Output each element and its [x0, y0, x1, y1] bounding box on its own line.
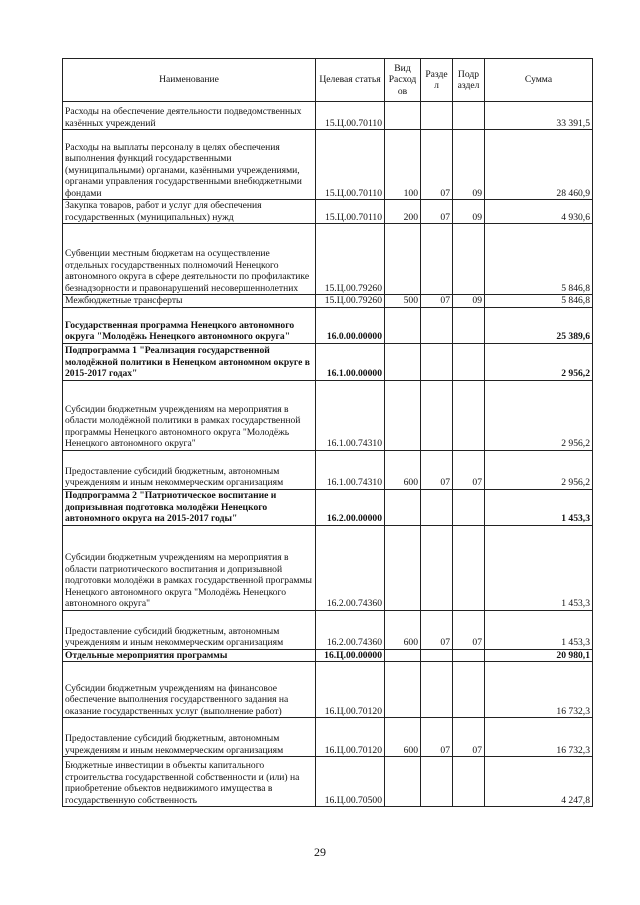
row-name: Расходы на выплаты персоналу в целях обеспечения выполнения функций государственными (муниципальными) органами, казёнными учреждениями, органами управления государственными внебюджетными фондами — [63, 130, 316, 200]
row-section — [421, 102, 453, 130]
row-target-article: 16.2.00.74360 — [316, 525, 385, 610]
row-target-article: 15.Ц.00.79260 — [316, 295, 385, 308]
row-target-article: 16.Ц.00.00000 — [316, 649, 385, 662]
row-expense-type: 600 — [385, 610, 421, 649]
row-section — [421, 380, 453, 450]
row-name: Расходы на обеспечение деятельности подведомственных казённых учреждений — [63, 102, 316, 130]
row-target-article: 15.Ц.00.70110 — [316, 200, 385, 224]
row-sum: 2 956,2 — [485, 450, 593, 489]
row-expense-type — [385, 525, 421, 610]
row-subsection — [453, 343, 485, 380]
table-row — [63, 649, 593, 662]
row-sum: 5 846,8 — [485, 295, 593, 308]
row-name: Субсидии бюджетным учреждениям на мероприятия в области патриотического воспитания и допризывной подготовки молодёжи в рамках государственной программы Ненецкого автономного округа "Молодёжь Ненецкого автономного округа" — [63, 525, 316, 610]
row-target-article: 16.1.00.74310 — [316, 380, 385, 450]
row-section — [421, 489, 453, 525]
row-target-article: 16.1.00.00000 — [316, 343, 385, 380]
table-row — [63, 662, 593, 718]
row-subsection: 09 — [453, 200, 485, 224]
table-row — [63, 525, 593, 610]
row-sum: 28 460,9 — [485, 130, 593, 200]
row-sum: 33 391,5 — [485, 102, 593, 130]
row-sum: 2 956,2 — [485, 343, 593, 380]
row-sum: 1 453,3 — [485, 610, 593, 649]
row-expense-type: 200 — [385, 200, 421, 224]
header-expense-type: Вид Расход ов — [385, 59, 421, 102]
row-expense-type — [385, 380, 421, 450]
row-expense-type — [385, 343, 421, 380]
row-section — [421, 662, 453, 718]
row-name: Подпрограмма 1 "Реализация государственной молодёжной политики в Ненецком автономном округе в 2015-2017 годах" — [63, 343, 316, 380]
row-name: Предоставление субсидий бюджетным, автономным учреждениям и иным некоммерческим организациям — [63, 718, 316, 757]
row-name: Предоставление субсидий бюджетным, автономным учреждениям и иным некоммерческим организациям — [63, 450, 316, 489]
row-section — [421, 224, 453, 295]
row-subsection — [453, 757, 485, 807]
row-section: 07 — [421, 295, 453, 308]
row-section: 07 — [421, 610, 453, 649]
row-name: Отдельные мероприятия программы — [63, 649, 316, 662]
page-number: 29 — [314, 845, 326, 859]
row-sum: 1 453,3 — [485, 525, 593, 610]
table-row — [63, 757, 593, 807]
table-row — [63, 224, 593, 295]
row-target-article: 16.Ц.00.70120 — [316, 718, 385, 757]
budget-table — [62, 58, 593, 807]
row-target-article: 15.Ц.00.79260 — [316, 224, 385, 295]
row-expense-type — [385, 489, 421, 525]
row-sum: 16 732,3 — [485, 662, 593, 718]
row-subsection — [453, 102, 485, 130]
row-expense-type: 100 — [385, 130, 421, 200]
row-expense-type — [385, 307, 421, 343]
row-target-article: 16.1.00.74310 — [316, 450, 385, 489]
row-section — [421, 525, 453, 610]
row-section — [421, 343, 453, 380]
row-subsection — [453, 525, 485, 610]
row-subsection — [453, 380, 485, 450]
row-sum: 25 389,6 — [485, 307, 593, 343]
table-row — [63, 489, 593, 525]
row-sum: 5 846,8 — [485, 224, 593, 295]
row-expense-type — [385, 662, 421, 718]
row-subsection — [453, 649, 485, 662]
row-subsection: 07 — [453, 718, 485, 757]
row-subsection: 07 — [453, 450, 485, 489]
table-row — [63, 380, 593, 450]
row-target-article: 16.2.00.00000 — [316, 489, 385, 525]
row-expense-type — [385, 224, 421, 295]
row-subsection: 07 — [453, 610, 485, 649]
row-name: Субвенции местным бюджетам на осуществление отдельных государственных полномочий Ненецкого автономного округа в сфере деятельности по профилактике безнадзорности и правонарушений несовершеннолетних — [63, 224, 316, 295]
row-target-article: 16.2.00.74360 — [316, 610, 385, 649]
table-row — [63, 307, 593, 343]
row-name: Государственная программа Ненецкого автономного округа "Молодёжь Ненецкого автономного округа" — [63, 307, 316, 343]
table-row — [63, 102, 593, 130]
row-section: 07 — [421, 450, 453, 489]
row-section — [421, 307, 453, 343]
header-sum: Сумма — [485, 59, 593, 102]
header-section: Разде л — [421, 59, 453, 102]
row-section — [421, 757, 453, 807]
row-name: Бюджетные инвестиции в объекты капитального строительства государственной собственности и (или) на приобретение объектов недвижимого имущества в государственную собственность — [63, 757, 316, 807]
row-expense-type: 600 — [385, 718, 421, 757]
table-row — [63, 610, 593, 649]
header-target-article: Целевая статья — [316, 59, 385, 102]
row-expense-type — [385, 649, 421, 662]
row-sum: 16 732,3 — [485, 718, 593, 757]
row-target-article: 16.Ц.00.70500 — [316, 757, 385, 807]
row-sum: 4 247,8 — [485, 757, 593, 807]
header-name: Наименование — [63, 59, 316, 102]
row-sum: 20 980,1 — [485, 649, 593, 662]
row-sum: 2 956,2 — [485, 380, 593, 450]
row-name: Субсидии бюджетным учреждениям на финансовое обеспечение выполнения государственного задания на оказание государственных услуг (выполнение работ) — [63, 662, 316, 718]
row-target-article: 16.Ц.00.70120 — [316, 662, 385, 718]
row-section: 07 — [421, 718, 453, 757]
header-subsection: Подр аздел — [453, 59, 485, 102]
row-expense-type: 600 — [385, 450, 421, 489]
row-target-article: 15.Ц.00.70110 — [316, 102, 385, 130]
row-subsection: 09 — [453, 130, 485, 200]
row-sum: 1 453,3 — [485, 489, 593, 525]
row-name: Подпрограмма 2 "Патриотическое воспитание и допризывная подготовка молодёжи Ненецкого автономного округа на 2015-2017 годы" — [63, 489, 316, 525]
row-name: Межбюджетные трансферты — [63, 295, 316, 308]
table-row — [63, 450, 593, 489]
row-expense-type — [385, 102, 421, 130]
row-subsection — [453, 489, 485, 525]
row-name: Субсидии бюджетным учреждениям на мероприятия в области молодёжной политики в рамках государственной программы Ненецкого автономного округа "Молодёжь Ненецкого автономного округа" — [63, 380, 316, 450]
row-subsection — [453, 224, 485, 295]
row-subsection: 09 — [453, 295, 485, 308]
table-row — [63, 343, 593, 380]
row-expense-type — [385, 757, 421, 807]
table-header-row — [63, 59, 593, 102]
row-section — [421, 649, 453, 662]
row-section: 07 — [421, 200, 453, 224]
row-name: Закупка товаров, работ и услуг для обеспечения государственных (муниципальных) нужд — [63, 200, 316, 224]
row-subsection — [453, 662, 485, 718]
row-target-article: 15.Ц.00.70110 — [316, 130, 385, 200]
row-expense-type: 500 — [385, 295, 421, 308]
table-row — [63, 718, 593, 757]
table-row — [63, 130, 593, 200]
row-sum: 4 930,6 — [485, 200, 593, 224]
row-target-article: 16.0.00.00000 — [316, 307, 385, 343]
table-row — [63, 295, 593, 308]
row-name: Предоставление субсидий бюджетным, автономным учреждениям и иным некоммерческим организациям — [63, 610, 316, 649]
row-subsection — [453, 307, 485, 343]
row-section: 07 — [421, 130, 453, 200]
table-row — [63, 200, 593, 224]
